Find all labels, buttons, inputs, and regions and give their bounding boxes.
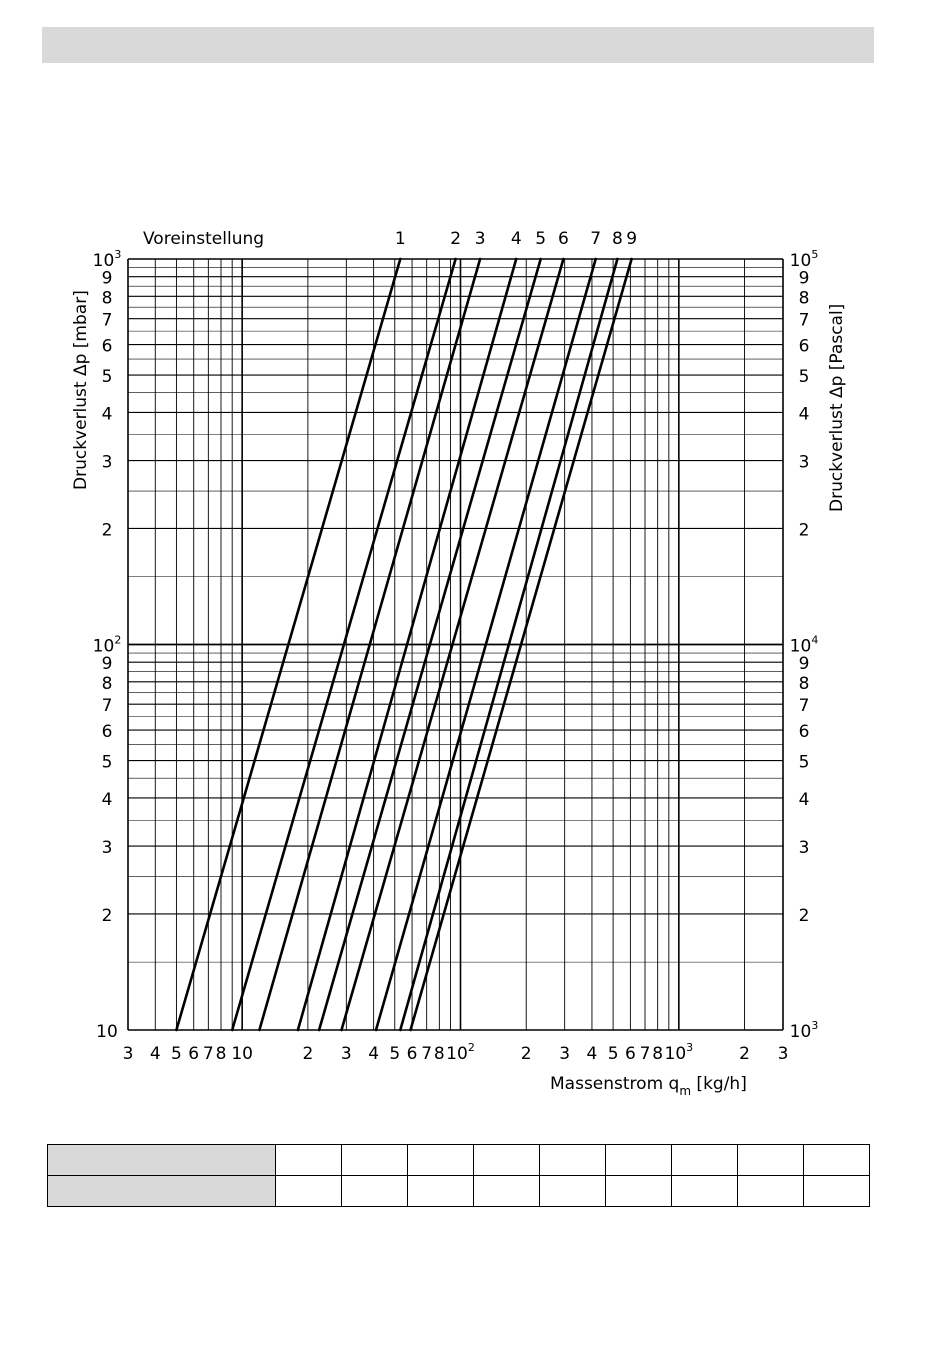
series-label-7: 7 — [590, 229, 602, 249]
y-tick-label-right: 2 — [798, 905, 810, 926]
x-tick-label: 3 — [122, 1044, 134, 1064]
table-cell — [540, 1176, 606, 1207]
x-tick-label: 4 — [149, 1044, 161, 1064]
x-tick-label: 10 — [231, 1044, 253, 1064]
x-tick-label: 7 — [639, 1044, 651, 1064]
y-tick-label-right: 9 — [798, 268, 810, 289]
table-row — [48, 1145, 870, 1176]
x-tick-label: 2 — [739, 1044, 750, 1064]
table-cell — [342, 1176, 408, 1207]
table-cell — [606, 1176, 672, 1207]
y-tick-label-left: 9 — [101, 268, 113, 289]
y-tick-label-right: 5 — [798, 367, 810, 388]
grid-lines — [128, 259, 783, 1030]
x-tick-label: 5 — [171, 1044, 182, 1064]
table-cell — [408, 1145, 474, 1176]
y-tick-label-left: 6 — [101, 722, 113, 743]
y-tick-label-right: $10^3$ — [789, 1019, 819, 1042]
y-tick-label-left: 7 — [101, 696, 113, 717]
x-tick-label: 3 — [559, 1044, 571, 1064]
x-tick-label: 8 — [433, 1044, 445, 1064]
y-tick-label-right: 3 — [798, 452, 810, 473]
table-row — [48, 1176, 870, 1207]
x-tick-label: $10^3$ — [664, 1041, 694, 1064]
y-tick-label-left: 6 — [101, 336, 113, 357]
series-label-8: 8 — [611, 229, 623, 249]
table-cell — [738, 1145, 804, 1176]
y-tick-label-left: 4 — [101, 789, 113, 810]
y-tick-label-right: 5 — [798, 752, 810, 773]
table-cell — [804, 1145, 870, 1176]
x-tick-label: 2 — [520, 1044, 532, 1064]
y-tick-label-left: 3 — [101, 452, 113, 473]
series-label-1: 1 — [394, 229, 406, 249]
x-tick-label: 3 — [777, 1044, 789, 1064]
table-cell — [540, 1145, 606, 1176]
table-header-cell — [48, 1176, 276, 1207]
table-cell — [672, 1176, 738, 1207]
table-cell — [474, 1176, 540, 1207]
y-tick-label-right: 6 — [798, 336, 810, 357]
y-tick-label-left: 5 — [101, 367, 113, 388]
y-axis-label-right: Druckverlust Δp [Pascal] — [827, 303, 847, 512]
x-axis-label: Massenstrom $q_m$ [kg/h] — [550, 1074, 747, 1098]
y-tick-label-right: 8 — [798, 673, 810, 694]
series-label-2: 2 — [450, 229, 462, 249]
y-tick-label-right: 3 — [798, 838, 810, 859]
y-tick-label-left: 8 — [101, 673, 113, 694]
y-tick-label-left: 2 — [101, 520, 113, 541]
x-tick-label: 5 — [607, 1044, 619, 1064]
legend-title: Voreinstellung — [143, 229, 265, 249]
y-tick-label-right: 4 — [798, 789, 810, 810]
y-tick-label-left: 2 — [101, 905, 113, 926]
x-tick-label: 6 — [188, 1044, 200, 1064]
x-tick-label: 8 — [652, 1044, 664, 1064]
x-tick-label: 4 — [368, 1044, 380, 1064]
y-tick-label-left: 5 — [101, 752, 113, 773]
y-tick-label-left: $10^3$ — [92, 248, 122, 271]
series-label-6: 6 — [557, 229, 569, 249]
x-tick-label: 6 — [624, 1044, 636, 1064]
x-tick-label: 8 — [215, 1044, 227, 1064]
y-tick-label-left: 4 — [101, 404, 113, 425]
table-cell — [408, 1176, 474, 1207]
table-cell — [738, 1176, 804, 1207]
axis-labels — [93, 229, 819, 1064]
y-tick-label-right: 2 — [798, 520, 810, 541]
y-tick-label-left: 7 — [101, 310, 113, 331]
x-tick-label: 7 — [202, 1044, 214, 1064]
table-cell — [474, 1145, 540, 1176]
y-tick-label-left: $10^2$ — [92, 633, 122, 657]
x-tick-label: 2 — [302, 1044, 314, 1064]
y-tick-label-left: 10 — [96, 1022, 118, 1042]
table-cell — [672, 1145, 738, 1176]
y-tick-label-right: $10^5$ — [789, 248, 819, 271]
y-tick-label-left: 9 — [101, 654, 113, 675]
y-tick-label-left: 3 — [101, 838, 113, 859]
table-cell — [276, 1145, 342, 1176]
y-tick-label-right: 7 — [798, 310, 810, 331]
y-tick-label-right: 8 — [798, 288, 810, 309]
settings-table — [47, 1144, 870, 1207]
table-cell — [606, 1145, 672, 1176]
x-tick-label: 4 — [586, 1044, 598, 1064]
x-tick-label: 5 — [389, 1044, 401, 1064]
x-tick-label: 3 — [340, 1044, 352, 1064]
y-tick-label-right: 7 — [798, 696, 810, 717]
y-tick-label-right: $10^4$ — [789, 633, 819, 657]
x-tick-label: 7 — [421, 1044, 433, 1064]
y-tick-label-left: 8 — [101, 288, 113, 309]
table-cell — [342, 1145, 408, 1176]
series-label-3: 3 — [474, 229, 486, 249]
x-tick-label: $10^2$ — [446, 1041, 475, 1064]
y-axis-label-left: Druckverlust Δp [mbar] — [71, 290, 91, 490]
series-label-5: 5 — [535, 229, 547, 249]
series-label-9: 9 — [626, 229, 638, 249]
y-tick-label-right: 4 — [798, 404, 810, 425]
table-cell — [804, 1176, 870, 1207]
y-tick-label-right: 9 — [798, 654, 810, 675]
series-label-4: 4 — [510, 229, 522, 249]
x-tick-label: 6 — [406, 1044, 418, 1064]
table-header-cell — [48, 1145, 276, 1176]
table-cell — [276, 1176, 342, 1207]
y-tick-label-right: 6 — [798, 722, 810, 743]
